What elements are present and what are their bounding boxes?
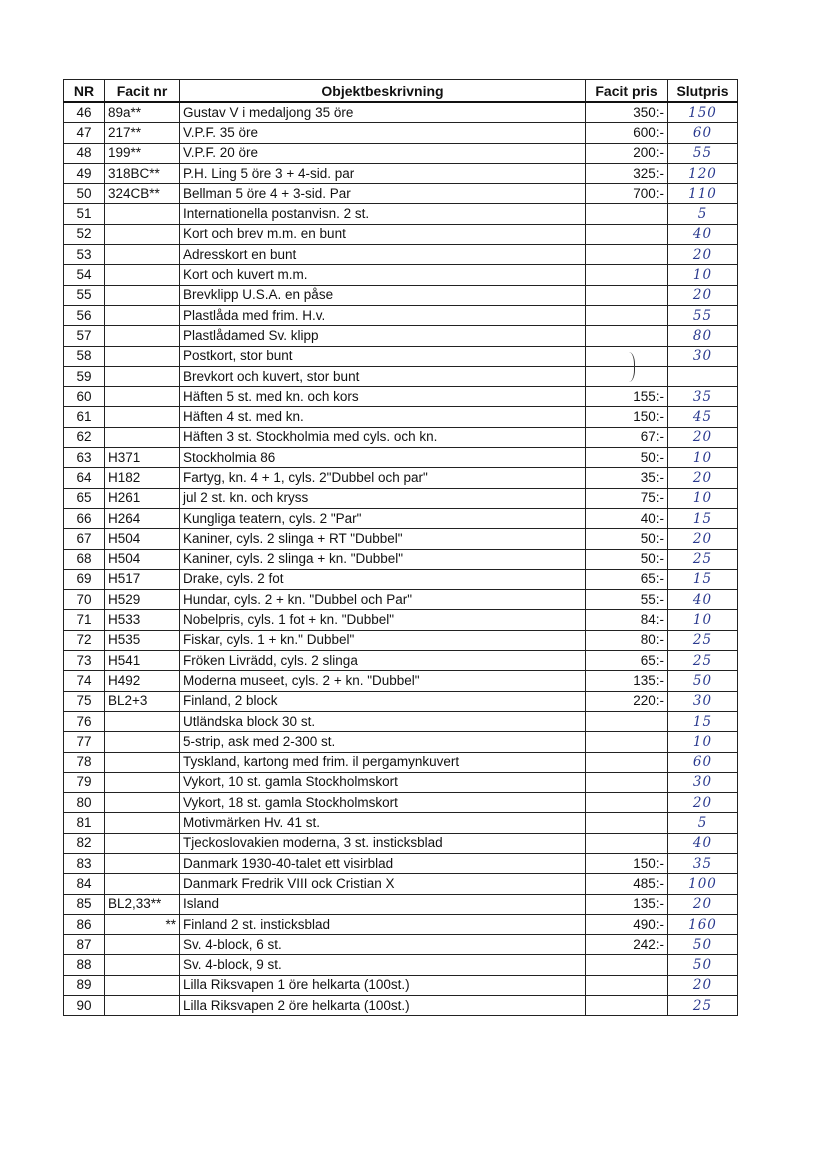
table-row <box>64 996 738 1016</box>
cell-facit-pris: 150:- <box>586 407 668 427</box>
cell-facit-nr: H264 <box>105 508 180 528</box>
cell-facit-pris <box>586 955 668 975</box>
cell-description: Stockholmia 86 <box>180 448 586 468</box>
table-row <box>64 123 738 143</box>
cell-facit-nr <box>105 813 180 833</box>
cell-facit-nr <box>105 204 180 224</box>
cell-facit-nr <box>105 752 180 772</box>
cell-facit-pris: 220:- <box>586 691 668 711</box>
cell-description: Postkort, stor bunt <box>180 346 586 366</box>
table-row <box>64 853 738 873</box>
cell-slutpris: 35 <box>668 853 738 873</box>
cell-slutpris: 15 <box>668 508 738 528</box>
table-row <box>64 955 738 975</box>
cell-facit-nr: 89a** <box>105 102 180 123</box>
cell-slutpris: 40 <box>668 833 738 853</box>
cell-facit-nr <box>105 346 180 366</box>
auction-list-table <box>63 79 738 1016</box>
cell-nr: 82 <box>64 833 105 853</box>
cell-facit-nr <box>105 833 180 853</box>
cell-description: Sv. 4-block, 9 st. <box>180 955 586 975</box>
cell-description: Adresskort en bunt <box>180 245 586 265</box>
cell-nr: 66 <box>64 508 105 528</box>
cell-description: Finland 2 st. insticksblad <box>180 914 586 934</box>
cell-facit-pris <box>586 326 668 346</box>
header-facit-pris: Facit pris <box>586 80 668 103</box>
cell-facit-nr <box>105 224 180 244</box>
table-row <box>64 590 738 610</box>
cell-nr: 77 <box>64 732 105 752</box>
cell-nr: 64 <box>64 468 105 488</box>
cell-nr: 84 <box>64 874 105 894</box>
cell-facit-pris: 55:- <box>586 590 668 610</box>
cell-facit-pris <box>586 996 668 1016</box>
cell-nr: 59 <box>64 366 105 386</box>
cell-slutpris: 35 <box>668 387 738 407</box>
cell-description: Finland, 2 block <box>180 691 586 711</box>
cell-nr: 78 <box>64 752 105 772</box>
cell-slutpris: 45 <box>668 407 738 427</box>
table-row <box>64 508 738 528</box>
cell-nr: 58 <box>64 346 105 366</box>
cell-facit-nr: H541 <box>105 651 180 671</box>
cell-facit-nr: H535 <box>105 630 180 650</box>
cell-facit-pris <box>586 245 668 265</box>
cell-description: Danmark 1930-40-talet ett visirblad <box>180 853 586 873</box>
cell-slutpris: 10 <box>668 488 738 508</box>
cell-nr: 49 <box>64 163 105 183</box>
cell-nr: 89 <box>64 975 105 995</box>
cell-facit-pris: 35:- <box>586 468 668 488</box>
cell-facit-pris: 350:- <box>586 102 668 123</box>
cell-slutpris: 55 <box>668 143 738 163</box>
table-row <box>64 732 738 752</box>
cell-nr: 87 <box>64 935 105 955</box>
cell-facit-nr: 199** <box>105 143 180 163</box>
cell-facit-nr: BL2,33** <box>105 894 180 914</box>
cell-facit-pris <box>586 793 668 813</box>
cell-description: Bellman 5 öre 4 + 3-sid. Par <box>180 184 586 204</box>
cell-nr: 85 <box>64 894 105 914</box>
cell-nr: 67 <box>64 529 105 549</box>
cell-facit-nr <box>105 793 180 813</box>
table-row <box>64 407 738 427</box>
cell-description: Kaniner, cyls. 2 slinga + RT "Dubbel" <box>180 529 586 549</box>
cell-slutpris: 30 <box>668 346 738 366</box>
cell-description: Fartyg, kn. 4 + 1, cyls. 2"Dubbel och par" <box>180 468 586 488</box>
cell-description: Fröken Livrädd, cyls. 2 slinga <box>180 651 586 671</box>
cell-description: Kungliga teatern, cyls. 2 "Par" <box>180 508 586 528</box>
cell-facit-pris: 67:- <box>586 427 668 447</box>
cell-facit-nr: H517 <box>105 569 180 589</box>
header-slutpris: Slutpris <box>668 80 738 103</box>
cell-slutpris: 60 <box>668 123 738 143</box>
cell-nr: 86 <box>64 914 105 934</box>
table-row <box>64 102 738 123</box>
table-row <box>64 894 738 914</box>
table-row <box>64 833 738 853</box>
cell-facit-pris: 150:- <box>586 853 668 873</box>
cell-facit-pris <box>586 833 668 853</box>
table-row <box>64 569 738 589</box>
cell-facit-pris <box>586 732 668 752</box>
table-row <box>64 427 738 447</box>
cell-nr: 54 <box>64 265 105 285</box>
cell-facit-pris <box>586 772 668 792</box>
cell-slutpris: 5 <box>668 813 738 833</box>
cell-nr: 69 <box>64 569 105 589</box>
cell-description: 5-strip, ask med 2-300 st. <box>180 732 586 752</box>
cell-slutpris: 160 <box>668 914 738 934</box>
cell-facit-nr: 318BC** <box>105 163 180 183</box>
table-row <box>64 975 738 995</box>
cell-description: V.P.F. 20 öre <box>180 143 586 163</box>
table-row <box>64 163 738 183</box>
cell-slutpris: 10 <box>668 610 738 630</box>
cell-description: Fiskar, cyls. 1 + kn." Dubbel" <box>180 630 586 650</box>
cell-slutpris: 20 <box>668 427 738 447</box>
header-row <box>64 80 738 103</box>
cell-facit-pris <box>586 975 668 995</box>
cell-facit-nr <box>105 265 180 285</box>
cell-facit-nr <box>105 874 180 894</box>
header-facit-nr: Facit nr <box>105 80 180 103</box>
cell-slutpris: 20 <box>668 529 738 549</box>
handwritten-brace <box>620 352 635 382</box>
cell-nr: 52 <box>64 224 105 244</box>
table-row <box>64 488 738 508</box>
cell-description: Vykort, 18 st. gamla Stockholmskort <box>180 793 586 813</box>
cell-facit-nr <box>105 407 180 427</box>
cell-nr: 79 <box>64 772 105 792</box>
cell-facit-pris: 65:- <box>586 569 668 589</box>
cell-facit-pris: 490:- <box>586 914 668 934</box>
cell-description: V.P.F. 35 öre <box>180 123 586 143</box>
cell-slutpris: 20 <box>668 793 738 813</box>
cell-facit-pris <box>586 813 668 833</box>
cell-nr: 68 <box>64 549 105 569</box>
table-row <box>64 935 738 955</box>
cell-nr: 63 <box>64 448 105 468</box>
cell-facit-pris <box>586 224 668 244</box>
cell-facit-nr: 324CB** <box>105 184 180 204</box>
cell-description: Brevkort och kuvert, stor bunt <box>180 366 586 386</box>
cell-nr: 53 <box>64 245 105 265</box>
cell-facit-nr: H529 <box>105 590 180 610</box>
cell-description: Lilla Riksvapen 2 öre helkarta (100st.) <box>180 996 586 1016</box>
cell-description: Tjeckoslovakien moderna, 3 st. insticksblad <box>180 833 586 853</box>
cell-facit-nr: 217** <box>105 123 180 143</box>
cell-description: Drake, cyls. 2 fot <box>180 569 586 589</box>
cell-nr: 72 <box>64 630 105 650</box>
cell-nr: 57 <box>64 326 105 346</box>
cell-nr: 71 <box>64 610 105 630</box>
cell-facit-pris: 50:- <box>586 549 668 569</box>
cell-description: P.H. Ling 5 öre 3 + 4-sid. par <box>180 163 586 183</box>
cell-nr: 80 <box>64 793 105 813</box>
cell-facit-nr <box>105 853 180 873</box>
cell-nr: 46 <box>64 102 105 123</box>
table-row <box>64 691 738 711</box>
cell-slutpris: 50 <box>668 671 738 691</box>
cell-description: Danmark Fredrik VIII ock Cristian X <box>180 874 586 894</box>
table-row <box>64 366 738 386</box>
cell-description: Häften 4 st. med kn. <box>180 407 586 427</box>
cell-facit-nr <box>105 305 180 325</box>
cell-facit-nr: H261 <box>105 488 180 508</box>
cell-description: Häften 5 st. med kn. och kors <box>180 387 586 407</box>
cell-slutpris: 20 <box>668 975 738 995</box>
cell-facit-pris <box>586 204 668 224</box>
cell-facit-nr: H182 <box>105 468 180 488</box>
table-row <box>64 610 738 630</box>
cell-facit-pris: 600:- <box>586 123 668 143</box>
cell-description: Hundar, cyls. 2 + kn. "Dubbel och Par" <box>180 590 586 610</box>
cell-facit-nr: H371 <box>105 448 180 468</box>
cell-nr: 50 <box>64 184 105 204</box>
cell-slutpris: 80 <box>668 326 738 346</box>
cell-slutpris: 55 <box>668 305 738 325</box>
cell-facit-pris <box>586 265 668 285</box>
table-row <box>64 914 738 934</box>
cell-facit-pris: 485:- <box>586 874 668 894</box>
cell-nr: 73 <box>64 651 105 671</box>
cell-description: Sv. 4-block, 6 st. <box>180 935 586 955</box>
cell-facit-pris: 700:- <box>586 184 668 204</box>
cell-facit-nr <box>105 326 180 346</box>
cell-nr: 74 <box>64 671 105 691</box>
cell-description: Gustav V i medaljong 35 öre <box>180 102 586 123</box>
cell-slutpris: 20 <box>668 285 738 305</box>
table-row <box>64 529 738 549</box>
cell-description: Kaniner, cyls. 2 slinga + kn. "Dubbel" <box>180 549 586 569</box>
table-row <box>64 772 738 792</box>
cell-facit-pris: 50:- <box>586 529 668 549</box>
cell-description: Nobelpris, cyls. 1 fot + kn. "Dubbel" <box>180 610 586 630</box>
cell-slutpris: 10 <box>668 265 738 285</box>
cell-facit-pris <box>586 752 668 772</box>
cell-description: Internationella postanvisn. 2 st. <box>180 204 586 224</box>
cell-facit-pris: 155:- <box>586 387 668 407</box>
cell-description: jul 2 st. kn. och kryss <box>180 488 586 508</box>
cell-nr: 90 <box>64 996 105 1016</box>
table-row <box>64 874 738 894</box>
cell-description: Vykort, 10 st. gamla Stockholmskort <box>180 772 586 792</box>
cell-facit-pris: 200:- <box>586 143 668 163</box>
cell-facit-nr <box>105 772 180 792</box>
cell-slutpris: 110 <box>668 184 738 204</box>
cell-nr: 56 <box>64 305 105 325</box>
cell-slutpris: 40 <box>668 590 738 610</box>
cell-facit-pris: 84:- <box>586 610 668 630</box>
cell-facit-pris: 135:- <box>586 894 668 914</box>
cell-description: Utländska block 30 st. <box>180 711 586 731</box>
cell-slutpris: 25 <box>668 651 738 671</box>
table-row <box>64 326 738 346</box>
cell-facit-nr <box>105 245 180 265</box>
cell-facit-pris: 242:- <box>586 935 668 955</box>
table-row <box>64 265 738 285</box>
cell-description: Kort och kuvert m.m. <box>180 265 586 285</box>
table-row <box>64 711 738 731</box>
cell-nr: 81 <box>64 813 105 833</box>
cell-slutpris: 30 <box>668 772 738 792</box>
table-row <box>64 549 738 569</box>
cell-description: Motivmärken Hv. 41 st. <box>180 813 586 833</box>
cell-slutpris: 150 <box>668 102 738 123</box>
cell-facit-nr: ** <box>105 914 180 934</box>
cell-facit-nr <box>105 975 180 995</box>
table-row <box>64 285 738 305</box>
cell-slutpris: 40 <box>668 224 738 244</box>
cell-description: Häften 3 st. Stockholmia med cyls. och kn. <box>180 427 586 447</box>
cell-facit-nr <box>105 996 180 1016</box>
cell-nr: 65 <box>64 488 105 508</box>
table-row <box>64 346 738 366</box>
cell-facit-pris: 75:- <box>586 488 668 508</box>
cell-facit-pris: 325:- <box>586 163 668 183</box>
cell-facit-pris <box>586 305 668 325</box>
cell-slutpris: 25 <box>668 630 738 650</box>
cell-facit-nr <box>105 285 180 305</box>
cell-nr: 62 <box>64 427 105 447</box>
cell-slutpris: 25 <box>668 549 738 569</box>
cell-slutpris: 60 <box>668 752 738 772</box>
cell-facit-pris: 80:- <box>586 630 668 650</box>
table-row <box>64 143 738 163</box>
header-nr: NR <box>64 80 105 103</box>
cell-nr: 61 <box>64 407 105 427</box>
cell-facit-pris: 50:- <box>586 448 668 468</box>
cell-facit-nr <box>105 935 180 955</box>
cell-slutpris: 10 <box>668 448 738 468</box>
cell-description: Brevklipp U.S.A. en påse <box>180 285 586 305</box>
cell-slutpris: 5 <box>668 204 738 224</box>
table-row <box>64 813 738 833</box>
cell-slutpris: 25 <box>668 996 738 1016</box>
cell-facit-pris: 40:- <box>586 508 668 528</box>
cell-slutpris: 50 <box>668 935 738 955</box>
cell-description: Plastlådamed Sv. klipp <box>180 326 586 346</box>
cell-description: Island <box>180 894 586 914</box>
cell-slutpris: 20 <box>668 245 738 265</box>
cell-description: Moderna museet, cyls. 2 + kn. "Dubbel" <box>180 671 586 691</box>
table-row <box>64 245 738 265</box>
cell-slutpris: 10 <box>668 732 738 752</box>
cell-facit-nr: BL2+3 <box>105 691 180 711</box>
table-row <box>64 468 738 488</box>
cell-description: Tyskland, kartong med frim. il pergamynkuvert <box>180 752 586 772</box>
cell-facit-pris <box>586 711 668 731</box>
cell-nr: 75 <box>64 691 105 711</box>
cell-slutpris: 120 <box>668 163 738 183</box>
cell-slutpris <box>668 366 738 386</box>
table-row <box>64 793 738 813</box>
table-row <box>64 224 738 244</box>
cell-description: Kort och brev m.m. en bunt <box>180 224 586 244</box>
cell-nr: 88 <box>64 955 105 975</box>
cell-facit-nr <box>105 427 180 447</box>
table-row <box>64 184 738 204</box>
cell-nr: 70 <box>64 590 105 610</box>
cell-slutpris: 15 <box>668 569 738 589</box>
cell-slutpris: 50 <box>668 955 738 975</box>
cell-facit-nr <box>105 387 180 407</box>
table-row <box>64 448 738 468</box>
cell-nr: 47 <box>64 123 105 143</box>
cell-facit-nr: H504 <box>105 529 180 549</box>
cell-slutpris: 100 <box>668 874 738 894</box>
cell-nr: 48 <box>64 143 105 163</box>
cell-nr: 76 <box>64 711 105 731</box>
cell-facit-pris <box>586 285 668 305</box>
cell-slutpris: 30 <box>668 691 738 711</box>
cell-nr: 60 <box>64 387 105 407</box>
table-row <box>64 387 738 407</box>
cell-facit-nr: H492 <box>105 671 180 691</box>
header-description: Objektbeskrivning <box>180 80 586 103</box>
cell-slutpris: 20 <box>668 894 738 914</box>
cell-facit-nr <box>105 955 180 975</box>
cell-facit-nr <box>105 366 180 386</box>
cell-slutpris: 20 <box>668 468 738 488</box>
table-row <box>64 630 738 650</box>
table-row <box>64 305 738 325</box>
cell-facit-nr: H504 <box>105 549 180 569</box>
table-row <box>64 204 738 224</box>
cell-nr: 83 <box>64 853 105 873</box>
table-row <box>64 671 738 691</box>
cell-nr: 55 <box>64 285 105 305</box>
table-row <box>64 752 738 772</box>
cell-nr: 51 <box>64 204 105 224</box>
cell-facit-nr <box>105 732 180 752</box>
table-body <box>64 102 738 1016</box>
cell-facit-pris: 135:- <box>586 671 668 691</box>
cell-facit-nr <box>105 711 180 731</box>
cell-facit-nr: H533 <box>105 610 180 630</box>
cell-description: Lilla Riksvapen 1 öre helkarta (100st.) <box>180 975 586 995</box>
cell-description: Plastlåda med frim. H.v. <box>180 305 586 325</box>
table-row <box>64 651 738 671</box>
cell-facit-pris: 65:- <box>586 651 668 671</box>
cell-slutpris: 15 <box>668 711 738 731</box>
